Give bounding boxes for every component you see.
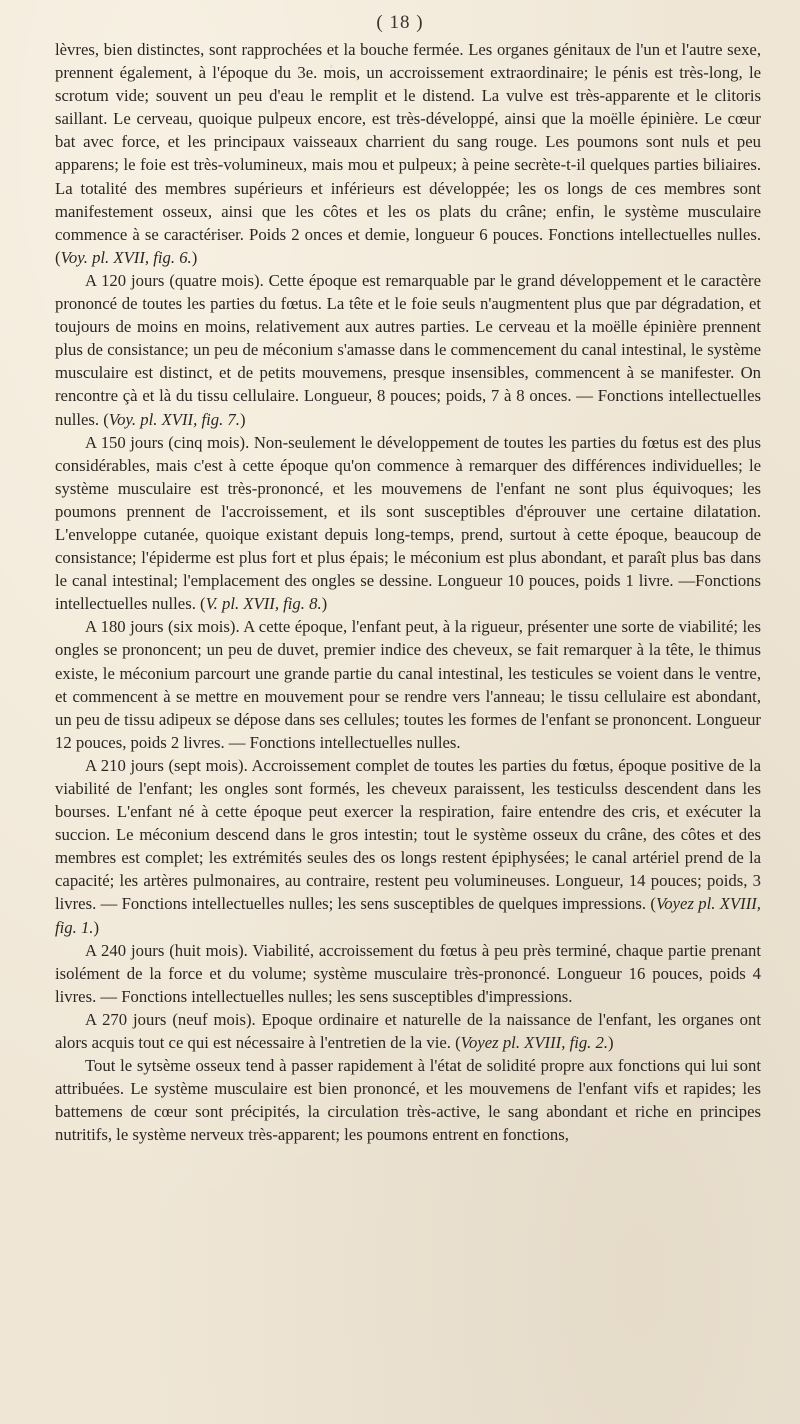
plate-reference: V. pl. XVII, fig. 8. bbox=[205, 594, 322, 614]
paragraph-systeme-osseux bbox=[55, 1054, 761, 1146]
paragraph-text: A 120 jours (quatre mois). Cette époque est remarquable par le grand développement et le caractère prononcé de toutes les parties du fœtus. La tête et le foie seuls n'augmentent plus que par dégradation, et toujours de moins en moins, relativement aux autres parties. Le cerveau et la moëlle épinière prennent plus de consistance; un peu de méconium s'amasse dans le commencement du canal intestinal, le système musculaire est distinct, et de petits mouvemens, presque insensibles, commencent à se manifester. On rencontre çà et là du tissu cellulaire. Longueur, 8 pouces; poids, 7 à 8 onces. — Fonctions intellectuelles nulles. ( bbox=[55, 270, 761, 429]
paragraph-text: lèvres, bien distinctes, sont rapprochées et la bouche fermée. Les organes génitaux de l'un et l'autre sexe, prennent également, à l'époque du 3e. mois, un accroissement extraordinaire; le pénis est très-long, le scrotum vide; souvent un peu d'eau le remplit et le distend. La vulve est très-apparente et le clitoris saillant. Le cerveau, quoique pulpeux encore, est très-développé, ainsi que la moëlle épinière. Le cœur bat avec force, et les principaux vaisseaux charrient du sang rouge. Les poumons sont nuls et peu apparens; le foie est très-volumineux, mais mou et pulpeux; à peine secrète-t-il quelques parties biliaires. La totalité des membres supérieurs et inférieurs est développée; les os longs de ces membres sont manifestement osseux, ainsi que les côtes et les os plats du crâne; enfin, le système musculaire commence à se caractériser. Poids 2 onces et demie, longueur 6 pouces. Fonctions intellectuelles nulles. ( bbox=[55, 40, 761, 267]
paragraph-150-jours bbox=[55, 431, 761, 616]
plate-reference: Voyez pl. XVIII, fig. 2. bbox=[460, 1033, 609, 1053]
plate-reference: Voy. pl. XVII, fig. 6. bbox=[60, 247, 192, 267]
paragraph-end: ) bbox=[608, 1033, 614, 1053]
page-number: ( 18 ) bbox=[376, 12, 424, 33]
paragraph-end: ) bbox=[191, 247, 198, 267]
paragraph-text: A 270 jours (neuf mois). Epoque ordinaire et naturelle de la naissance de l'enfant, les organes ont alors acquis tout ce qui est nécessaire à l'entretien de la vie. ( bbox=[55, 1009, 761, 1053]
paragraph-text: A 210 jours (sept mois). Accroissement complet de toutes les parties du fœtus, époque positive de la viabilité de l'enfant; les ongles sont formés, les cheveux paraissent, les testiculss descendent dans les bourses. L'enfant né à cette époque peut exercer la respiration, faire entendre des cris, et exécuter la succion. Le méconium descend dans le gros intestin; tout le système osseux du crâne, des côtes et des membres est complet; les extrémités seules des os longs restent épiphysées; le canal artériel prend de la capacité; les artères pulmonaires, au contraire, restent peu volumineuses. Longueur, 14 pouces; poids, 3 livres. — Fonctions intellectuelles nulles; les sens susceptibles de quelques impressions. ( bbox=[55, 755, 761, 914]
plate-reference: Voy. pl. XVII, fig. 7. bbox=[108, 409, 240, 429]
plate-reference: Voyez pl. XVIII, fig. 1. bbox=[55, 894, 761, 937]
paragraph-month-3 bbox=[55, 38, 761, 269]
body-text bbox=[55, 38, 761, 1147]
paragraph-270-jours bbox=[55, 1008, 761, 1054]
paragraph-240-jours bbox=[55, 939, 761, 1008]
paragraph-end: ) bbox=[93, 917, 100, 937]
paragraph-text: Tout le sytsème osseux tend à passer rapidement à l'état de solidité propre aux fonctions qui lui sont attribuées. Le système musculaire est bien prononcé, et les mouvemens de l'enfant vifs et rapides; les battemens de cœur sont précipités, la circulation très-active, le sang abondant et riche en principes nutritifs, le système nerveux très-apparent; les poumons entrent en fonctions, bbox=[55, 1056, 761, 1145]
paragraph-end: ) bbox=[239, 409, 246, 429]
paragraph-120-jours bbox=[55, 269, 761, 431]
paragraph-180-jours bbox=[55, 615, 761, 754]
paragraph-210-jours bbox=[55, 754, 761, 939]
paragraph-text: A 180 jours (six mois). A cette époque, l'enfant peut, à la rigueur, présenter une sorte de viabilité; les ongles se prononcent; un peu de duvet, premier indice des cheveux, se fait remarquer à la tête, le thimus existe, le méconium parcourt une grande partie du canal intestinal, les testicules se voient dans le ventre, et commencent à se mettre en mouvement pour se rendre vers l'anneau; le tissu cellulaire est abondant, un peu de tissu adipeux se dépose dans ses cellules; toutes les formes de l'enfant se prononcent. Longueur 12 pouces, poids 2 livres. — Fonctions intellectuelles nulles. bbox=[55, 617, 761, 752]
paragraph-text: A 240 jours (huit mois). Viabilité, accroissement du fœtus à peu près terminé, chaque partie prenant isolément de la force et du volume; système musculaire très-prononcé. Longueur 16 pouces, poids 4 livres. — Fonctions intellectuelles nulles; les sens susceptibles d'impressions. bbox=[55, 940, 761, 1006]
paragraph-end: ) bbox=[321, 594, 328, 614]
paragraph-text: A 150 jours (cinq mois). Non-seulement le développement de toutes les parties du fœtus est des plus considérables, mais c'est à cette époque qu'on commence à remarquer des différences individuelles; le système musculaire est très-prononcé, et les mouvemens de l'enfant ne sont plus équivoques; les poumons prennent de l'accroissement, et ils sont susceptibles d'éprouver une certaine dilatation. L'enveloppe cutanée, quoique existant depuis long-temps, prend, surtout à cette époque, beaucoup de consistance; l'épiderme est plus fort et plus épais; le méconium est plus abondant, et paraît plus bas dans le canal intestinal; l'emplacement des ongles se dessine. Longueur 10 pouces, poids 1 livre. —Fonctions intellectuelles nulles. ( bbox=[55, 432, 761, 614]
